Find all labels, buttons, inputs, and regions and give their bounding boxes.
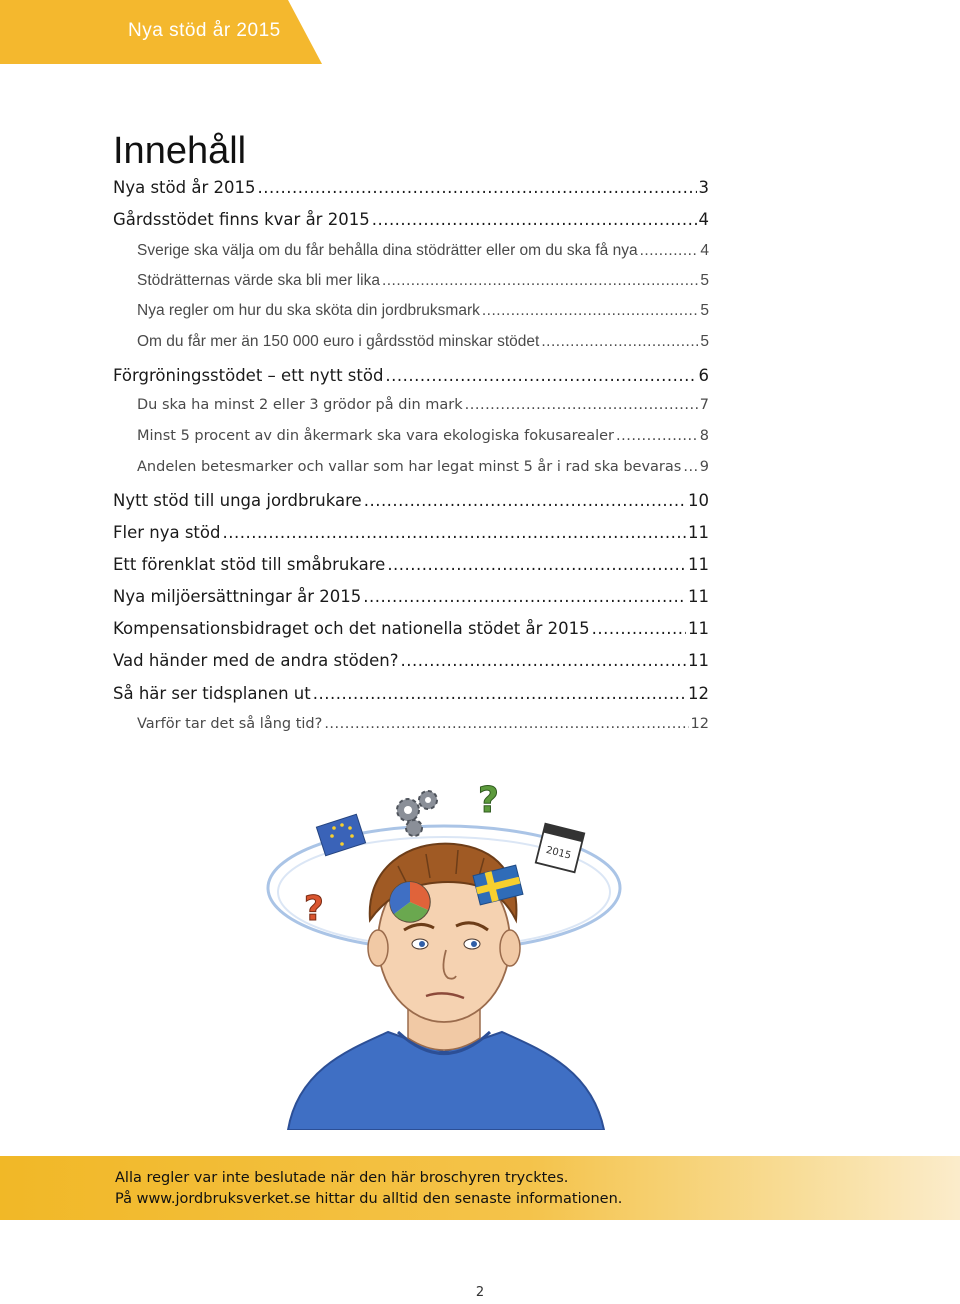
calendar-icon — [536, 824, 584, 872]
farmer-illustration — [258, 770, 630, 1130]
toc-leader-dots — [387, 555, 686, 574]
toc-subentry[interactable] — [137, 333, 709, 363]
header-tab — [0, 0, 322, 64]
toc-entry[interactable] — [113, 210, 709, 240]
toc-leader-dots — [482, 302, 699, 320]
toc-subentry[interactable] — [137, 302, 709, 332]
toc-entry-label: Du ska ha minst 2 eller 3 grödor på din mark — [137, 397, 463, 413]
toc-entry-label: Nya regler om hur du ska sköta din jordbruksmark — [137, 302, 480, 319]
left-pupil — [419, 941, 425, 947]
toc-entry-page: 11 — [688, 587, 709, 606]
right-pupil — [471, 941, 477, 947]
toc-entry-page: 5 — [700, 302, 709, 319]
page-number: 2 — [475, 1285, 485, 1300]
toc-leader-dots — [592, 619, 686, 638]
toc-entry-page: 11 — [688, 651, 709, 670]
toc-entry[interactable] — [113, 555, 709, 585]
toc-entry-label: Nya stöd år 2015 — [113, 178, 256, 197]
toc-entry[interactable] — [113, 651, 709, 681]
toc-entry-page: 12 — [690, 716, 709, 732]
toc-entry[interactable] — [113, 366, 709, 396]
toc-entry-label: Om du får mer än 150 000 euro i gårdsstöd minskar stödet — [137, 333, 540, 350]
toc-subentry[interactable] — [137, 716, 709, 746]
toc-subentry[interactable] — [137, 242, 709, 272]
toc-entry[interactable] — [113, 491, 709, 521]
toc-entry-label: Stödrätternas värde ska bli mer lika — [137, 272, 380, 289]
toc-entry-page: 12 — [688, 684, 709, 703]
toc-entry[interactable] — [113, 684, 709, 714]
calendar-year: 2015 — [544, 844, 573, 862]
toc-leader-dots — [222, 523, 686, 542]
notice-text-line-2: På www.jordbruksverket.se hittar du alltid den senaste informationen. — [115, 1191, 623, 1207]
toc-entry-label: Ett förenklat stöd till småbrukare — [113, 555, 386, 574]
toc-leader-dots — [683, 459, 697, 475]
toc-entry-label: Nytt stöd till unga jordbrukare — [113, 491, 362, 510]
toc-subentry[interactable] — [137, 459, 709, 489]
pie-chart-icon — [390, 882, 430, 922]
question-mark-icon: ? — [304, 889, 324, 929]
left-ear — [368, 930, 388, 966]
toc-entry-page: 11 — [688, 555, 709, 574]
toc-subentry[interactable] — [137, 428, 709, 458]
toc-entry-page: 4 — [698, 210, 709, 229]
header-title: Nya stöd år 2015 — [128, 20, 281, 41]
toc-entry-label: Minst 5 procent av din åkermark ska vara ekologiska fokusarealer — [137, 428, 615, 444]
toc-entry-label: Andelen betesmarker och vallar som har legat minst 5 år i rad ska bevaras — [137, 459, 682, 475]
toc-leader-dots — [382, 272, 698, 290]
toc-entry[interactable] — [113, 178, 709, 208]
toc-leader-dots — [465, 397, 698, 413]
toc-entry[interactable] — [113, 619, 709, 649]
toc-leader-dots — [363, 587, 686, 606]
toc-subentry[interactable] — [137, 272, 709, 302]
right-ear — [500, 930, 520, 966]
toc-entry-label: Gårdsstödet finns kvar år 2015 — [113, 210, 370, 229]
toc-heading: Innehåll — [113, 130, 247, 172]
toc-entry-page: 3 — [698, 178, 709, 197]
toc-leader-dots — [257, 178, 696, 197]
toc-leader-dots — [364, 491, 686, 510]
farmer-illustration-drawing — [258, 770, 630, 1130]
gears-icon — [397, 791, 437, 836]
toc-leader-dots — [324, 716, 688, 732]
toc-leader-dots — [640, 242, 699, 260]
toc-entry-label: Förgröningsstödet – ett nytt stöd — [113, 366, 384, 385]
toc-leader-dots — [541, 333, 698, 351]
toc-leader-dots — [313, 684, 686, 703]
toc-entry-label: Kompensationsbidraget och det nationella stödet år 2015 — [113, 619, 590, 638]
notice-banner — [0, 1156, 960, 1220]
toc-leader-dots — [401, 651, 686, 670]
toc-leader-dots — [385, 366, 696, 385]
notice-text-line-1: Alla regler var inte beslutade när den här broschyren trycktes. — [115, 1170, 569, 1186]
toc-entry-page: 5 — [700, 272, 709, 289]
question-mark-icon: ? — [478, 780, 499, 821]
toc-entry-page: 11 — [688, 619, 709, 638]
toc-entry-page: 9 — [699, 459, 709, 475]
toc-entry-page: 6 — [698, 366, 709, 385]
toc-entry-page: 5 — [700, 333, 709, 350]
toc-entry-page: 10 — [688, 491, 709, 510]
toc-entry-page: 8 — [699, 428, 709, 444]
toc-entry-label: Så här ser tidsplanen ut — [113, 684, 311, 703]
toc-leader-dots — [616, 428, 698, 444]
toc-entry-label: Vad händer med de andra stöden? — [113, 651, 399, 670]
toc-leader-dots — [372, 210, 697, 229]
toc-entry-label: Sverige ska välja om du får behålla dina stödrätter eller om du ska få nya — [137, 242, 638, 259]
toc-entry[interactable] — [113, 523, 709, 553]
toc-entry-label: Fler nya stöd — [113, 523, 221, 542]
toc-entry[interactable] — [113, 587, 709, 617]
toc-subentry[interactable] — [137, 397, 709, 427]
toc-entry-label: Nya miljöersättningar år 2015 — [113, 587, 362, 606]
eu-flag-icon — [316, 814, 365, 856]
toc-entry-page: 7 — [699, 397, 709, 413]
toc-entry-page: 11 — [688, 523, 709, 542]
toc-entry-label: Varför tar det så lång tid? — [137, 716, 323, 732]
toc-entry-page: 4 — [700, 242, 709, 259]
